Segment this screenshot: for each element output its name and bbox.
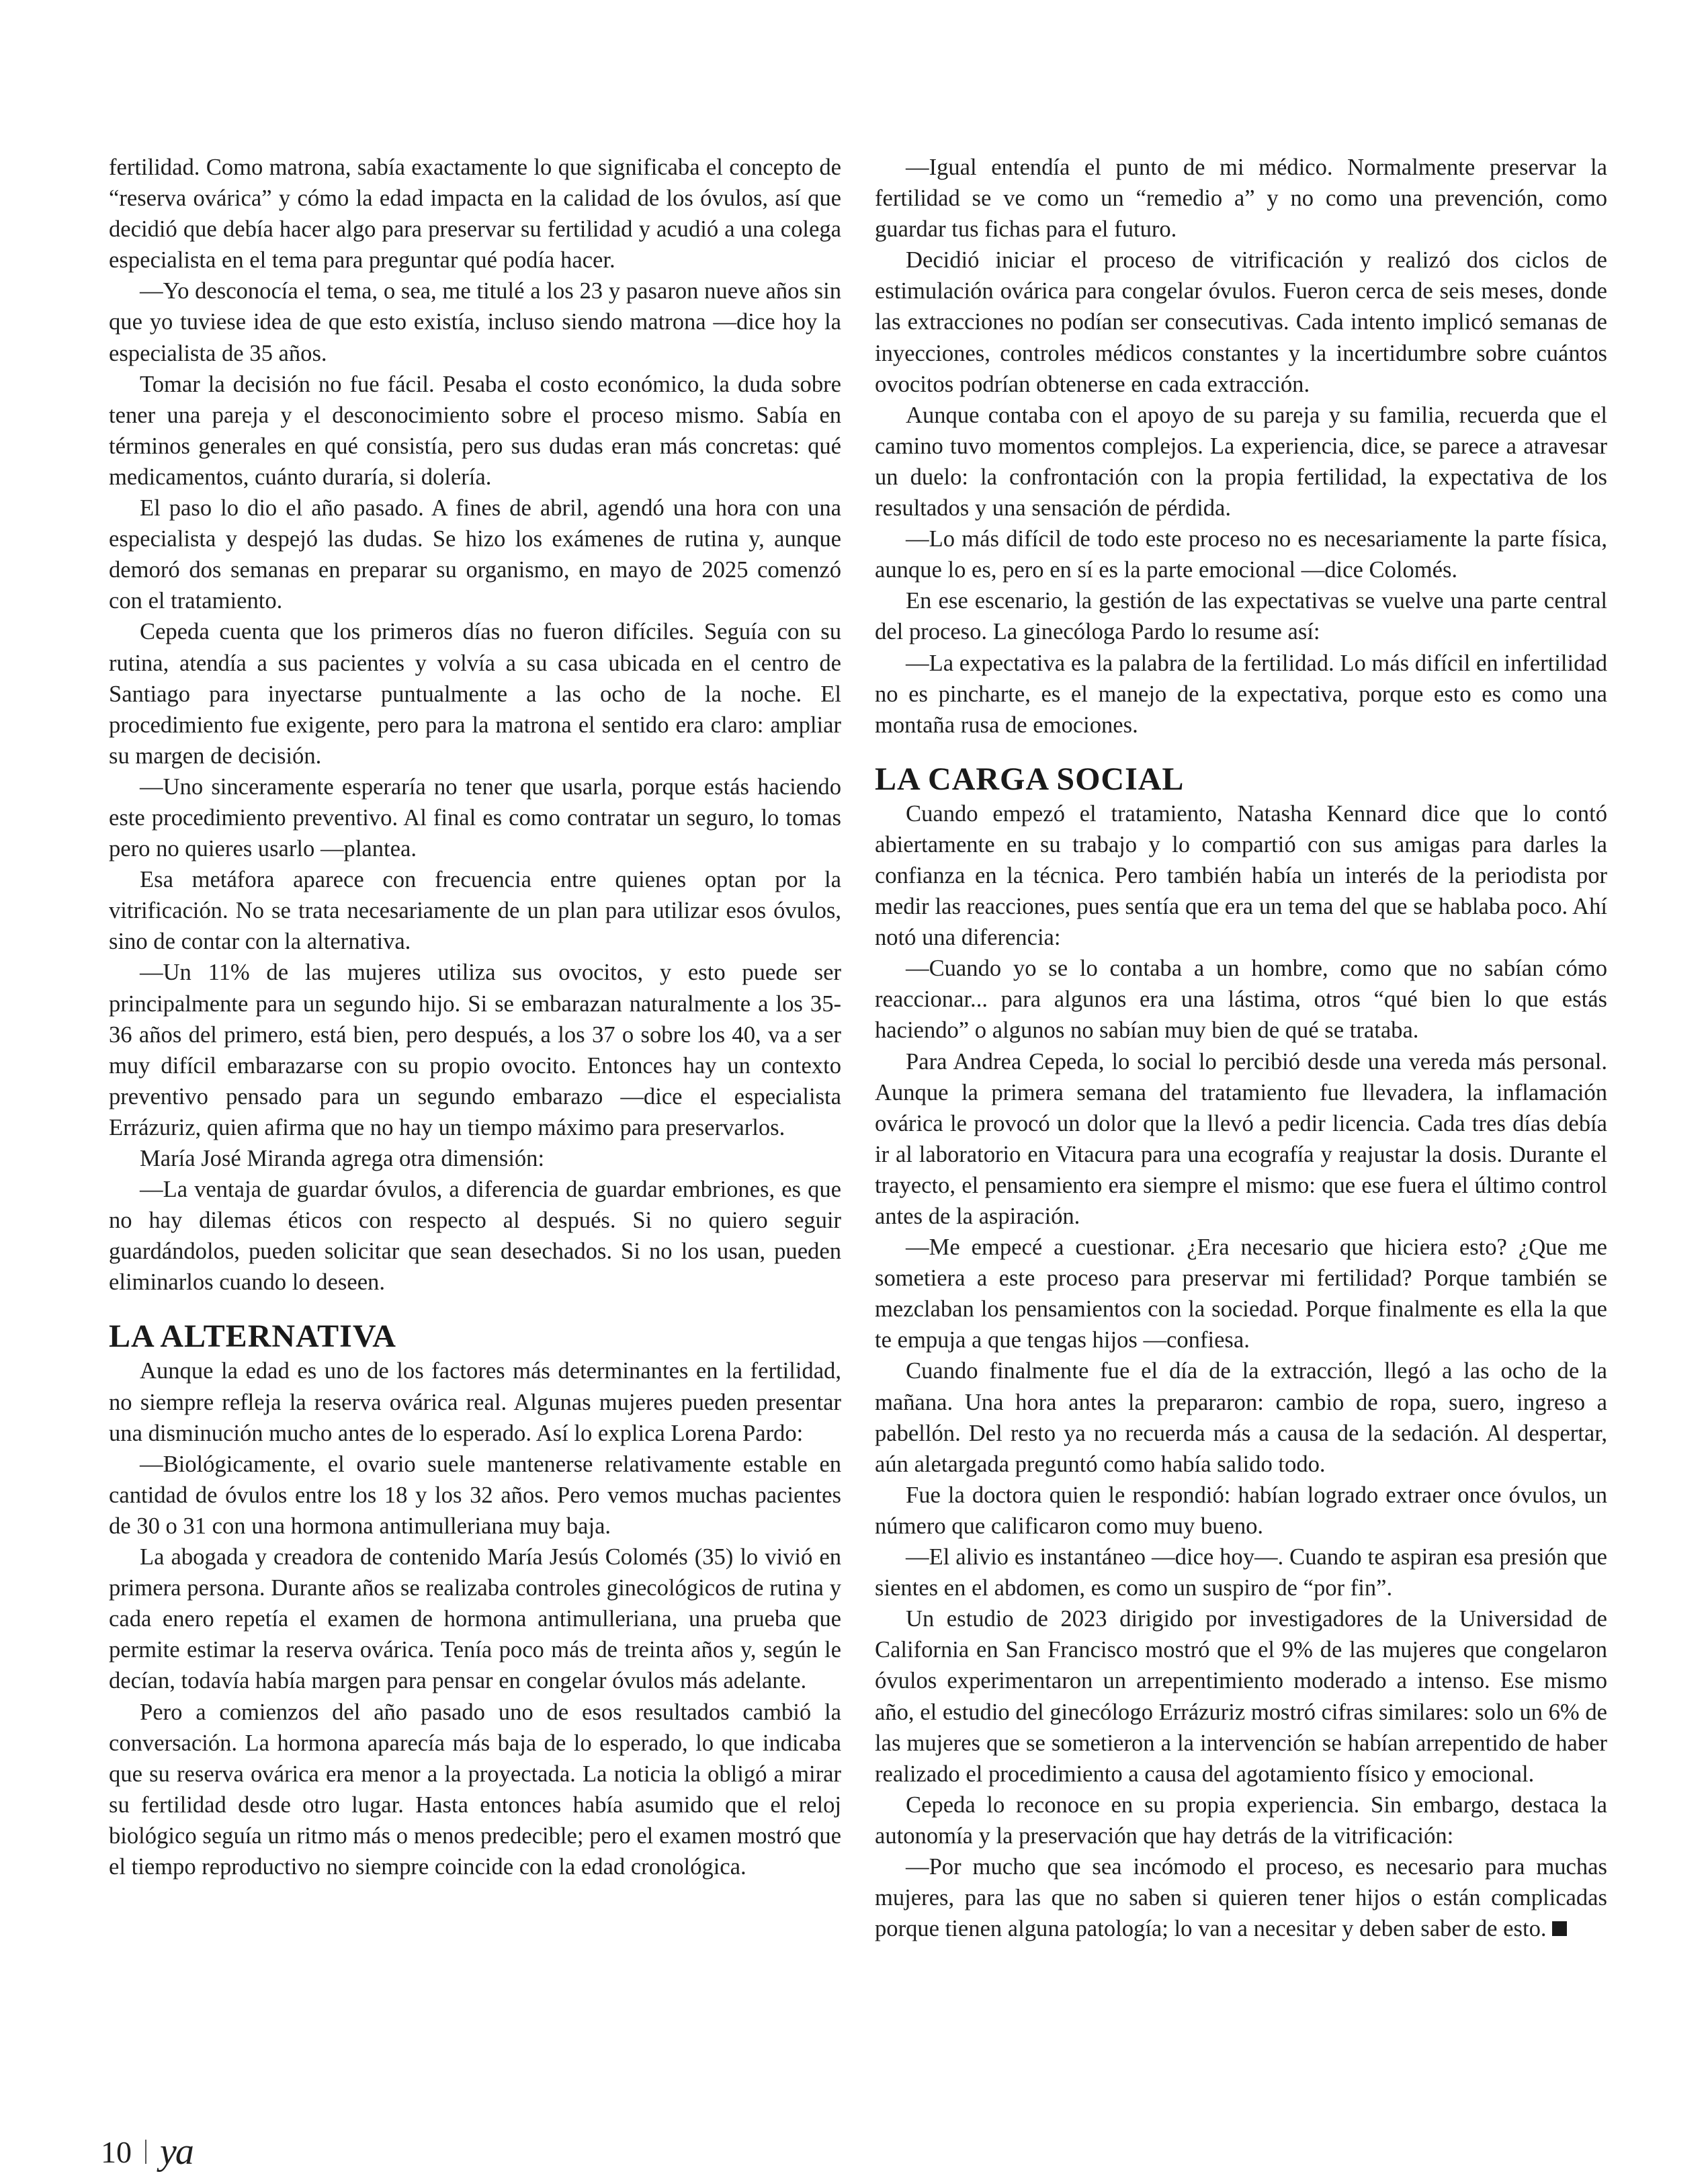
paragraph: Cepeda lo reconoce en su propia experiencia. Sin embargo, destaca la autonomía y la preservación que hay detrás de la vitrificación: xyxy=(875,1792,1607,1849)
paragraph: Cuando empezó el tratamiento, Natasha Kennard dice que lo contó abiertamente en su trabajo y lo compartió con sus amigas para darles la confianza en la técnica. Pero también había un interés de la periodista por medir las reacciones, pues sentía que era un tema del que se hablaba poco. Ahí notó una diferencia: xyxy=(875,800,1607,951)
paragraph: Aunque contaba con el apoyo de su pareja y su familia, recuerda que el camino tuvo momentos complejos. La experiencia, dice, se parece a atravesar un duelo: la confrontación con la propia fertilidad, la expectativa de los resultados y una sensación de pérdida. xyxy=(875,402,1607,521)
final-paragraph-text: —Por mucho que sea incómodo el proceso, es necesario para muchas mujeres, para las que no saben si quieren tener hijos o están complicadas porque tienen alguna patología; lo van a necesitar y deben saber de esto. xyxy=(875,1853,1607,1942)
paragraph: Pero a comienzos del año pasado uno de esos resultados cambió la conversación. La hormona aparecía más baja de lo esperado, lo que indicaba que su reserva ovárica era menor a la proyectada. La noticia la obligó a mirar su fertilidad desde otro lugar. Hasta entonces había asumido que el reloj biológico seguía un ritmo más o menos predecible; pero el examen mostró que el tiempo reproductivo no siempre coincide con la edad cronológica. xyxy=(109,1699,841,1880)
paragraph: Cuando finalmente fue el día de la extracción, llegó a las ocho de la mañana. Una hora antes la prepararon: cambio de ropa, suero, ingreso a pabellón. Del resto ya no recuerda más a causa de la sedación. Al despertar, aún aletargada preguntó como había salido todo. xyxy=(875,1358,1607,1477)
paragraph: Cepeda cuenta que los primeros días no fueron difíciles. Seguía con su rutina, atendía a sus pacientes y volvía a su casa ubicada en el centro de Santiago para inyectarse puntualmente a las ocho de la noche. El procedimiento fue exigente, pero para la matrona el sentido era claro: ampliar su margen de decisión. xyxy=(109,619,841,769)
paragraph: En ese escenario, la gestión de las expectativas se vuelve una parte central del proceso. La ginecóloga Pardo lo resume así: xyxy=(875,588,1607,645)
paragraph: La abogada y creadora de contenido María Jesús Colomés (35) lo vivió en primera persona. Durante años se realizaba controles ginecológicos de rutina y cada enero repetía el examen de hormona antimulleriana, una prueba que permite estimar la reserva ovárica. Tenía poco más de treinta años y, según le decían, todavía había margen para pensar en congelar óvulos más adelante. xyxy=(109,1544,841,1694)
paragraph: —El alivio es instantáneo —dice hoy—. Cuando te aspiran esa presión que sientes en el abdomen, es como un suspiro de “por fin”. xyxy=(875,1544,1607,1601)
paragraph: Decidió iniciar el proceso de vitrificación y realizó dos ciclos de estimulación ovárica para congelar óvulos. Fueron cerca de seis meses, donde las extracciones no podían ser consecutivas. Cada intento implicó semanas de inyecciones, controles médicos constantes y la incertidumbre sobre cuántos ovocitos podrían obtenerse en cada extracción. xyxy=(875,247,1607,397)
right-column xyxy=(875,152,1607,1944)
paragraph: —Me empecé a cuestionar. ¿Era necesario que hiciera esto? ¿Que me sometiera a este proceso para preservar mi fertilidad? Porque también se mezclaban los pensamientos con la sociedad. Porque finalmente es ella la que te empuja a que tengas hijos —confiesa. xyxy=(875,1234,1607,1353)
paragraph: fertilidad. Como matrona, sabía exactamente lo que significaba el concepto de “reserva ovárica” y cómo la edad impacta en la calidad de los óvulos, así que decidió que debía hacer algo para preservar su fertilidad y acudió a una colega especialista en el tema para preguntar qué podía hacer. xyxy=(109,155,841,274)
paragraph: Para Andrea Cepeda, lo social lo percibió desde una vereda más personal. Aunque la primera semana del tratamiento fue llevadera, la inflamación ovárica le provocó un dolor que la llevó a pedir licencia. Cada tres días debía ir al laboratorio en Vitacura para una ecografía y reajustar la dosis. Durante el trayecto, el pensamiento era siempre el mismo: que ese fuera el último control antes de la aspiración. xyxy=(875,1048,1607,1229)
section-heading-la-alternativa: LA ALTERNATIVA xyxy=(109,1318,396,1355)
paragraph: —Uno sinceramente esperaría no tener que usarla, porque estás haciendo este procedimiento preventivo. Al final es como contratar un seguro, lo tomas pero no quieres usarlo —plantea. xyxy=(109,773,841,862)
page-footer xyxy=(101,2130,193,2173)
paragraph: Aunque la edad es uno de los factores más determinantes en la fertilidad, no siempre refleja la reserva ovárica real. Algunas mujeres pueden presentar una disminución mucho antes de lo esperado. Así lo explica Lorena Pardo: xyxy=(109,1358,841,1446)
paragraph: Un estudio de 2023 dirigido por investigadores de la Universidad de California en San Francisco mostró que el 9% de las mujeres que congelaron óvulos experimentaron un arrepentimiento moderado a intenso. Ese mismo año, el estudio del ginecólogo Errázuriz mostró cifras similares: solo un 6% de las mujeres que se sometieron a la intervención se habían arrepentido de haber realizado el procedimiento a causa del agotamiento físico y emocional. xyxy=(875,1606,1607,1787)
magazine-logo: ya xyxy=(160,2131,193,2173)
paragraph: El paso lo dio el año pasado. A fines de abril, agendó una hora con una especialista y despejó las dudas. Se hizo los exámenes de rutina y, aunque demoró dos semanas en preparar su organismo, en mayo de 2025 comenzó con el tratamiento. xyxy=(109,495,841,614)
paragraph: —La ventaja de guardar óvulos, a diferencia de guardar embriones, es que no hay dilemas éticos con respecto al después. Si no quiero seguir guardándolos, pueden solicitar que sean desechados. Si no los usan, pueden eliminarlos cuando lo deseen. xyxy=(109,1177,841,1296)
paragraph: Esa metáfora aparece con frecuencia entre quienes optan por la vitrificación. No se trata necesariamente de un plan para utilizar esos óvulos, sino de contar con la alternativa. xyxy=(109,867,841,955)
paragraph: —Lo más difícil de todo este proceso no es necesariamente la parte física, aunque lo es, pero en sí es la parte emocional —dice Colomés. xyxy=(875,526,1607,583)
paragraph: —La expectativa es la palabra de la fertilidad. Lo más difícil en infertilidad no es pincharte, es el manejo de la expectativa, porque esto es como una montaña rusa de emociones. xyxy=(875,650,1607,738)
paragraph: María José Miranda agrega otra dimensión: xyxy=(140,1146,545,1171)
left-column xyxy=(109,152,841,1882)
paragraph: —Un 11% de las mujeres utiliza sus ovocitos, y esto puede ser principalmente para un segundo hijo. Si se embarazan naturalmente a los 35-36 años del primero, está bien, pero después, a los 37 o sobre los 40, va a ser muy difícil embarazarse con su propio ovocito. Entonces hay un contexto preventivo pensado para un segundo embarazo —dice el especialista Errázuriz, quien afirma que no hay un tiempo máximo para preservarlos. xyxy=(109,960,841,1140)
paragraph: Fue la doctora quien le respondió: habían logrado extraer once óvulos, un número que calificaron como muy bueno. xyxy=(875,1482,1607,1539)
end-of-article-mark xyxy=(1552,1921,1567,1936)
footer-divider xyxy=(145,2140,146,2164)
paragraph: —Cuando yo se lo contaba a un hombre, como que no sabían cómo reaccionar... para algunos era una lástima, otros “qué bien lo que estás haciendo” o algunos no sabían muy bien de qué se trataba. xyxy=(875,956,1607,1044)
page-number: 10 xyxy=(101,2134,132,2169)
paragraph: —Biológicamente, el ovario suele mantenerse relativamente estable en cantidad de óvulos entre los 18 y los 32 años. Pero vemos muchas pacientes de 30 o 31 con una hormona antimulleriana muy baja. xyxy=(109,1451,841,1539)
paragraph: Tomar la decisión no fue fácil. Pesaba el costo económico, la duda sobre tener una pareja y el desconocimiento sobre el proceso mismo. Sabía en términos generales en qué consistía, pero sus dudas eran más concretas: qué medicamentos, cuánto duraría, si dolería. xyxy=(109,371,841,490)
paragraph: —Yo desconocía el tema, o sea, me titulé a los 23 y pasaron nueve años sin que yo tuviese idea de que esto existía, incluso siendo matrona —dice hoy la especialista de 35 años. xyxy=(109,278,841,366)
section-heading-la-carga-social: LA CARGA SOCIAL xyxy=(875,761,1185,797)
final-paragraph xyxy=(875,1851,1607,1944)
paragraph: —Igual entendía el punto de mi médico. Normalmente preservar la fertilidad se ve como un “remedio a” y no como una prevención, como guardar tus fichas para el futuro. xyxy=(875,155,1607,243)
